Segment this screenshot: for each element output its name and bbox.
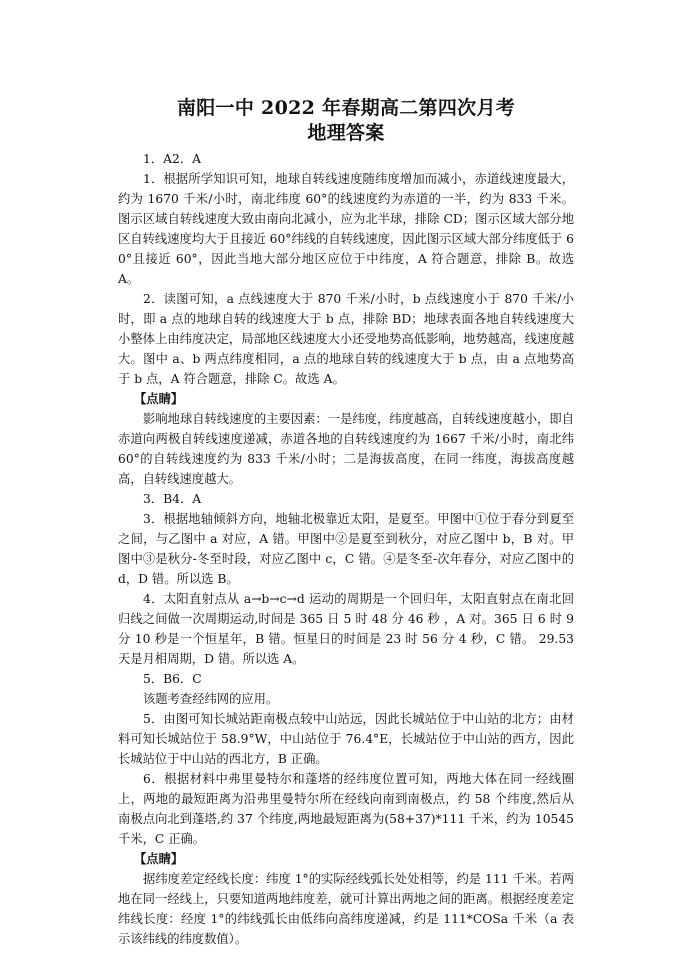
topic-line: 该题考查经纬网的应用。 [143,692,279,706]
explanation-paragraph: 5．由图可知长城站距南极点较中山站远，因此长城站位于中山站的北方；由材料可知长城站位于 58.9°W，中山站位于 76.4°E，长城站位于中山站的西方，因此长城站位于中山站的西北方，B 正确。 [118,712,574,766]
tip-paragraph: 据纬度差定经线长度：纬度 1°的实际经线弧长处处相等，约是 111 千米。若两地在同一经线上，只要知道两地纬度差，就可计算出两地之间的距离。根据经度差定纬线长度：经度 1°的纬线弧长由低纬向高纬度递减，约是 111*COSa 千米（a 表示该纬线的纬度数值）。 [118,872,574,946]
answer-line: 5．B6．C [143,672,202,686]
answer-line: 1．A2．A [143,152,202,166]
tip-heading: 【点睛】 [134,851,184,866]
tip-heading: 【点睛】 [134,391,184,406]
document-title: 南阳一中 2022 年春期高二第四次月考 [176,97,516,119]
explanation-paragraph: 3．根据地轴倾斜方向，地轴北极靠近太阳，是夏至。甲图中①位于春分到夏至之间，与乙图中 a 对应，A 错。甲图中②是夏至到秋分，对应乙图中 b，B 对。甲图中③是秋分-冬至时段，对应乙图中 c，C 错。④是冬至-次年春分，对应乙图中的 d，D 错。所以选 B。 [118,512,574,586]
explanation-paragraph: 1．根据所学知识可知，地球自转线速度随纬度增加而减小，赤道线速度最大，约为 1670 千米/小时，南北纬度 60°的线速度约为赤道的一半，约为 833 千米。图示区域自转线速度大致由南向北减小，应为北半球，排除 CD；图示区域大部分地区自转线速度均大于且接近 60°纬线的自转线速度，因此图示区域大部分纬度低于 60°且接近 60°，因此当地大部分地区应位于中纬度，A 符合题意，排除 B。故选 A。 [118,172,574,286]
document-body [118,149,574,949]
answer-document [118,96,574,949]
answer-line: 3．B4．A [143,492,202,506]
tip-paragraph: 影响地球自转线速度的主要因素：一是纬度，纬度越高，自转线速度越小，即自赤道向两极自转线速度递减，赤道各地的自转线速度约为 1667 千米/小时，南北纬 60°的自转线速度约为 833 千米/小时；二是海拔高度，在同一纬度，海拔高度越高，自转线速度越大。 [118,412,574,486]
document-subtitle: 地理答案 [307,122,385,144]
explanation-paragraph: 6．根据材料中弗里曼特尔和蓬塔的经纬度位置可知，两地大体在同一经线圈上，两地的最短距离为沿弗里曼特尔所在经线向南到南极点，约 58 个纬度,然后从南极点向北到蓬塔,约 37 个纬度,两地最短距离为(58+37)*111 千米，约为 10545 千米，C 正确。 [118,772,574,846]
explanation-paragraph: 4．太阳直射点从 a→b→c→d 运动的周期是一个回归年，太阳直射点在南北回归线之间做一次周期运动,时间是 365 日 5 时 48 分 46 秒 ，A 对。365 日 6 时 9 分 10 秒是一个恒星年，B 错。恒星日的时间是 23 时 56 分 4 秒，C 错。 29.53 天是月相周期，D 错。所以选 A。 [118,592,574,666]
explanation-paragraph: 2．读图可知，a 点线速度大于 870 千米/小时，b 点线速度小于 870 千米/小时，即 a 点的地球自转的线速度大于 b 点，排除 BD；地球表面各地自转线速度大小整体上由纬度决定，局部地区线速度大小还受地势高低影响，地势越高，线速度越大。图中 a、b 两点纬度相同，a 点的地球自转的线速度大于 b 点，由 a 点地势高于 b 点，A 符合题意，排除 C。故选 A。 [118,292,574,386]
